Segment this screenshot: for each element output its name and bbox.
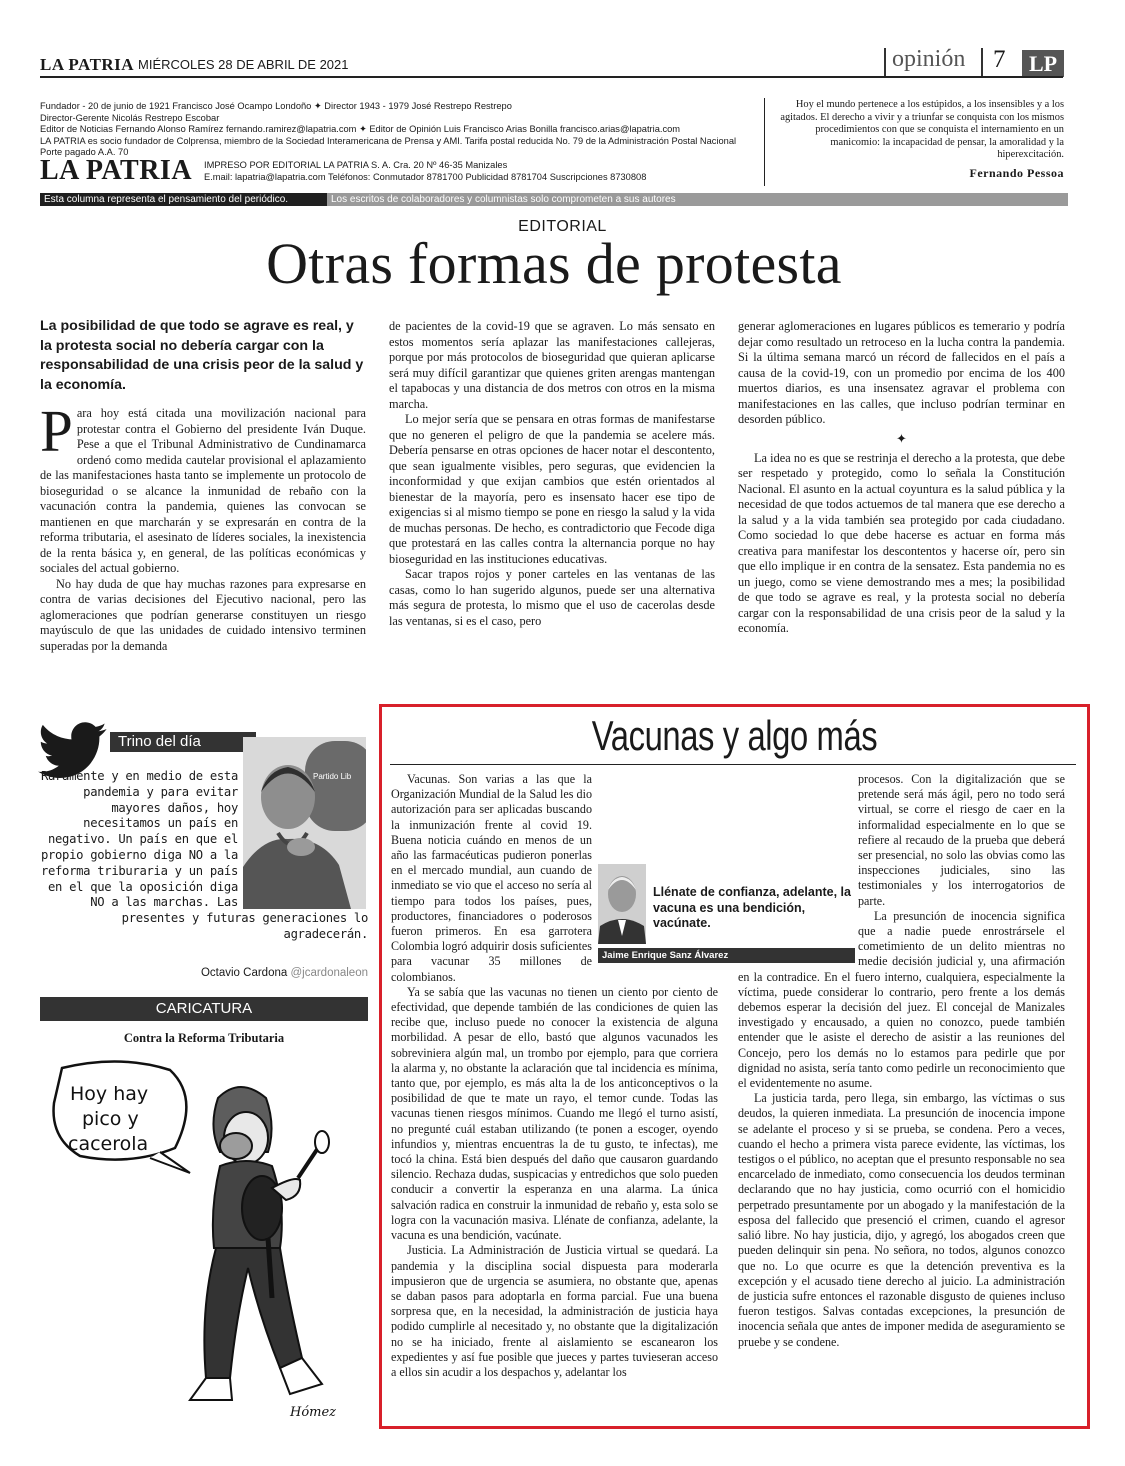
editorial-paragraph: Sacar trapos rojos y poner carteles en las ventanas de las casas, como lo han sugerido algunos, puede ser una alternativa más segura de protesta, lo mismo que el uso de cacerolas desde las ventanas, si es el caso, pero (389, 567, 715, 628)
caricatura-title: Contra la Reforma Tributaria (123, 1031, 285, 1045)
printer-address: IMPRESO POR EDITORIAL LA PATRIA S. A. Cra. 20 Nº 46-35 Manizales (204, 160, 508, 170)
columnists-disclaimer: Los escritos de colaboradores y columnistas solo comprometen a sus autores (327, 193, 1068, 206)
column-headline[interactable]: Vacunas y algo más (591, 712, 878, 759)
editorial-label: EDITORIAL (518, 218, 607, 235)
tweet-handle[interactable]: @jcardonaleon (290, 967, 368, 979)
editorial-column-1 (40, 398, 366, 654)
page-number: 7 (993, 46, 1006, 73)
column-paragraph: procesos. Con la digitalización que se pretende será más ágil, pero no todo será virtual, se corre el riesgo de caer en la informalidad especialmente en lo que se refiere al recaudo de la prueba que deberá ser presencial, no solo las obvias como las inspecciones judiciales, sino las testimoniales y los interrogatorios de parte. (858, 772, 1065, 908)
editorial-disclaimer: Esta columna representa el pensamiento del periódico. (40, 193, 327, 206)
svg-text:pico y: pico y (82, 1108, 139, 1130)
drop-cap: P (40, 398, 73, 464)
editorial-paragraph: generar aglomeraciones en lugares públicos es temerario y podría dejar como resultado un retroceso en la lucha contra la pandemia. Si la última semana marcó un récord de fallecidos en el país a causa de la covid-19, con un promedio por encima de los 400 muertos diarios, es una insensatez agravar el problema con manifestaciones en las calles, que incluso podrían terminar en desorden público. (738, 319, 1065, 426)
credits-line-membership: LA PATRIA es socio fundador de Colprensa, miembro de la Sociedad Interamericana de Prensa y AMI. Tarifa postal reducida No. 79 de la Administración Postal Nacional Porte pagado A.A. 70 (40, 135, 737, 158)
header-divider (764, 98, 765, 186)
section-divider-right (981, 48, 983, 76)
tweet-author[interactable] (170, 967, 368, 979)
credits-line-founders: Fundador - 20 de junio de 1921 Francisco José Ocampo Londoño ✦ Director 1943 - 1979 José Restrepo Restrepo (40, 101, 512, 111)
editorial-headline[interactable]: Otras formas de protesta (266, 231, 842, 296)
pull-quote-text: Llénate de confianza, adelante, la vacuna es una bendición, vacúnate. (653, 885, 851, 930)
editorial-column-3 (738, 319, 1065, 637)
editorial-paragraph: No hay duda de que hay muchas razones para expresarse en contra de varias decisiones del Ejecutivo nacional, pero las aglomeraciones que podrían generarse constituyen un riesgo mayúsculo de que las unidades de cuidado intensivo terminen superadas por la demanda (40, 576, 366, 653)
svg-text:cacerola: cacerola (68, 1133, 149, 1155)
column-title-rule (390, 764, 1076, 765)
printer-info (204, 160, 764, 183)
svg-text:Hómez: Hómez (290, 1405, 337, 1420)
svg-text:Partido Lib: Partido Lib (313, 772, 352, 781)
editorial-paragraph: La idea no es que se restrinja el derecho a la protesta, que debe ser respetado y protegido, como lo señala la Constitución Nacional. El asunto en la actual coyuntura es la salud pública y la necesidad de que todos actuemos de tal manera que ese derecho a la salud y a la vida también sea protegido por cada ciudadano. Como sociedad lo que debe hacerse es actuar en forma más creativa para manifestar los descontentos y hacerse oír, pero sin que ello implique ir en contra de la sensatez. Esta pandemia no es un juego, como se viene demostrando mes a mes; la posibilidad de que todo se agrave es real, y la protesta social no debería cargar con la responsabilidad de una crisis peor de la salud y la economía. (738, 450, 1065, 635)
masthead-logo[interactable]: LA PATRIA (40, 55, 135, 74)
cartoon (40, 1048, 368, 1428)
epigraph-author: Fernando Pessoa (969, 166, 1064, 180)
column-text-right (738, 772, 1065, 1350)
section-label[interactable]: opinión (892, 46, 966, 72)
editorial-lead: La posibilidad de que todo se agrave es real, y la protesta social no debería cargar con la responsabilidad de una crisis peor de la salud y la economía. (40, 318, 364, 393)
contact-info: E.mail: lapatria@lapatria.com Teléfonos: Conmutador 8781700 Publicidad 8781704 Suscripciones 8730808 (204, 171, 647, 182)
editorial-paragraph: Para hoy está citada una movilización nacional para protestar contra el Gobierno del presidente Iván Duque. Pese a que el Tribunal Administrativo de Cundinamarca ordenó como medida cautelar provisional el aplazamiento de las manifestaciones hasta tanto se implemente un protocolo de bioseguridad o se alcance la inmunidad de rebaño con la vacunación contra la pandemia, quienes las convocan se mantienen en que marcharán y se expresarán en contra de la reforma tributaria, el asesinato de líderes sociales, la inexistencia de la renta básica y, en general, de las políticas económicas y sociales del actual gobierno. (40, 398, 366, 575)
edition-date: MIÉRCOLES 28 DE ABRIL DE 2021 (138, 57, 349, 72)
lp-badge: LP (1022, 50, 1064, 77)
section-separator-icon: ✦ (896, 430, 907, 446)
column-paragraph: La justicia tarda, pero llega, sin embargo, las víctimas o sus deudos, la quieren inmediata. La presunción de inocencia impone se adelante el proceso y si se prueba, se condena. Pero a veces, cuando el hecho a primera vista parece evidente, las víctimas, los testigos o el público, no aceptan que el presunto responsable no sea encarcelado de inmediato, como consecuencia los deudos terminan declarando que no hay justicia, como ocurrió con el homicidio perpetrado presuntamente por un abogado y la manifestación de la esposa del fallecido que presenció el crimen, cuando el agresor salió libre. No hay justicia, dijo, y agregó, los abogados creen que pueden delinquir sin pena. No señora, no todos, algunos conozco que no. Lo que ocurre es que la detención preventiva es la excepción y el acusado tiene derecho al juicio. La administración de justicia sufre entonces el razonable disgusto de quienes incluso fueron testigos. Salvas contadas excepciones, la presunción de inocencia señala que antes de imponer medida de aseguramiento se pruebe y se condene. (738, 1091, 1065, 1349)
epigraph-quote: Hoy el mundo pertenece a los estúpidos, a los insensibles y a los agitados. El derecho a vivir y a triunfar se conquista con los mismos procedimientos con que se conquista el internamiento en un manicomio: la incapacidad de pensar, la amoralidad y la hiperexcitación. (780, 99, 1064, 161)
tweet-text: Raramente y en medio de esta pandemia y para evitar mayores daños, hoy necesitamos un país en negativo. Un país en que el propio gobierno diga NO a la reforma triburaria y un país en el que la oposición diga NO a las marchas. Las presentes y futuras generaciones lo agradecerán. (40, 769, 368, 941)
editorial-paragraph: Lo mejor sería que se pensara en otras formas de manifestarse que no generen el peligro de que la pandemia se acelere más. Debería pensarse en otras opciones de hacer notar el descontento, que sean igualmente visibles, pero seguras, que evidencien la inconformidad y que exijan cambios que estén orientados al bienestar de la mayoría, pero es insensato hacer ese tipo de exigencias si al mismo tiempo se pone en riesgo la salud y la vida de muchas personas. De hecho, es contradictorio que Fecode diga que protestará en las calles contra la alternancia porque no hay bioseguridad en las instituciones educativas. (389, 412, 715, 566)
section-divider-left (884, 48, 886, 76)
tweet-author-name: Octavio Cardona (200, 967, 288, 979)
masthead-rule (40, 76, 1063, 78)
newspaper-logo[interactable]: LA PATRIA (40, 155, 193, 186)
credits-line-editors: Editor de Noticias Fernando Alonso Ramírez fernando.ramirez@lapatria.com ✦ Editor de Opinión Luis Francisco Arias Bonilla francisco.arias@lapatria.com (40, 124, 681, 135)
trino-label: Trino del día (110, 732, 256, 752)
cartoon-drawing (40, 1048, 368, 1428)
staff-credits (40, 101, 760, 159)
columnist-portrait-illustration (598, 864, 646, 944)
credits-line-director: Director-Gerente Nicolás Restrepo Escobar (40, 112, 220, 123)
column-paragraph: Ya se sabía que las vacunas no tienen un ciento por ciento de efectividad, que depende también de las condiciones de quien las recibe que, incluso puede no conocer la existencia de alguna morbilidad. A pesar de ello, bastó que algunos vacunados les sobreviniera algún mal, un trombo por ejemplo, para que corriera la alarma y, no obstante la aclaración que tal incidencia es mínima, tanto que, por ejemplo, es más alta la de los anticonceptivos o la posibilidad de que te mate un rayo, el temor cunde. Todas las vacunas tienen riesgos mínimos. Cuando me llegó el turno asistí, no pregunté cuál estaban utilizando (te ponen a escoger, oyendo infundios y, mientras encuentras la de tu gusto, te infectas), me tocó la china. Está bien después del daño que causaron guardando silencio. Rechaza dudas, suspicacias y entredichos que solo pueden conducir a convertir la esperanza en una alarma. La única salvación radica en construir la inmunidad de rebaño y, esta solo se logra con la vacunación masiva. Llénate de confianza, adelante, la vacuna es una bendición, vacúnate. (391, 984, 718, 1243)
editorial-column-2 (389, 319, 715, 629)
photo-spacer (238, 769, 368, 907)
editorial-paragraph: de pacientes de la covid-19 que se agraven. Lo más sensato en estos momentos sería aplazar las manifestaciones callejeras, porque por más protocolos de bioseguridad que quieran aplicarse será muy difícil garantizar que quienes griten arengas mantengan el tapabocas y una distancia de dos metros con otros en la misma marcha. (389, 319, 715, 411)
caricatura-label: CARICATURA (40, 997, 368, 1021)
column-paragraph: Justicia. La Administración de Justicia virtual se quedará. La pandemia y la disciplina social dispuesta para moderarla impusieron que de urgencia se asumiera, no obstante que, apenas se daban pasos para adoptarla en forma parcial. Fue una buena sorpresa que, en la necesidad, la administración de justicia haya podido cumplirle al necesitado y, no obstante que la digitalización no se ha iniciado, frente al aislamiento se escanearon los expedientes y así fue posible que jueces y partes tuvieseran acceso a ellos sin acudir a los despachos y, adelantar los (391, 1243, 718, 1379)
svg-text:Hoy hay: Hoy hay (70, 1083, 149, 1105)
column-paragraph: La presunción de inocencia significa que a nadie puede enrostrársele el cometimiento de un delito mientras no medie decisión judicial y, una afirmación en la contradice. En el fuero interno, cualquiera, especialmente la víctima, puede considerar lo contrario, pero frente a los demás debemos esperar la decisión del juez. El concejal de Manizales investigado y encausado, a quien no conozco, puede también entender que le asiste el derecho de asistir a las reuniones del Concejo, pero los demás no lo estamos para pedirle que por dignidad no asista, sería tanto como pedirle un reconocimiento que el evidentemente no asume. (738, 908, 1065, 1091)
column-paragraph: Vacunas. Son varias a las que la Organización Mundial de la Salud les dio autorización para ser aplicadas buscando la inmunización frente al covid 19. Buena noticia cuándo en menos de un año las farmacéuticas pudieron ponerlas en el mercado mundial, aun cuando de inmediato se vio que el acceso no sería al tiempo para todos los países, pues, productores, financiadores o poderosos fueron primeros. En esa garrotera Colombia logró adquirir dosis suficientes para vacunar 35 millones de colombianos. (391, 772, 592, 984)
columnist-photo (598, 864, 646, 944)
columnist-name[interactable]: Jaime Enrique Sanz Álvarez (598, 948, 855, 963)
